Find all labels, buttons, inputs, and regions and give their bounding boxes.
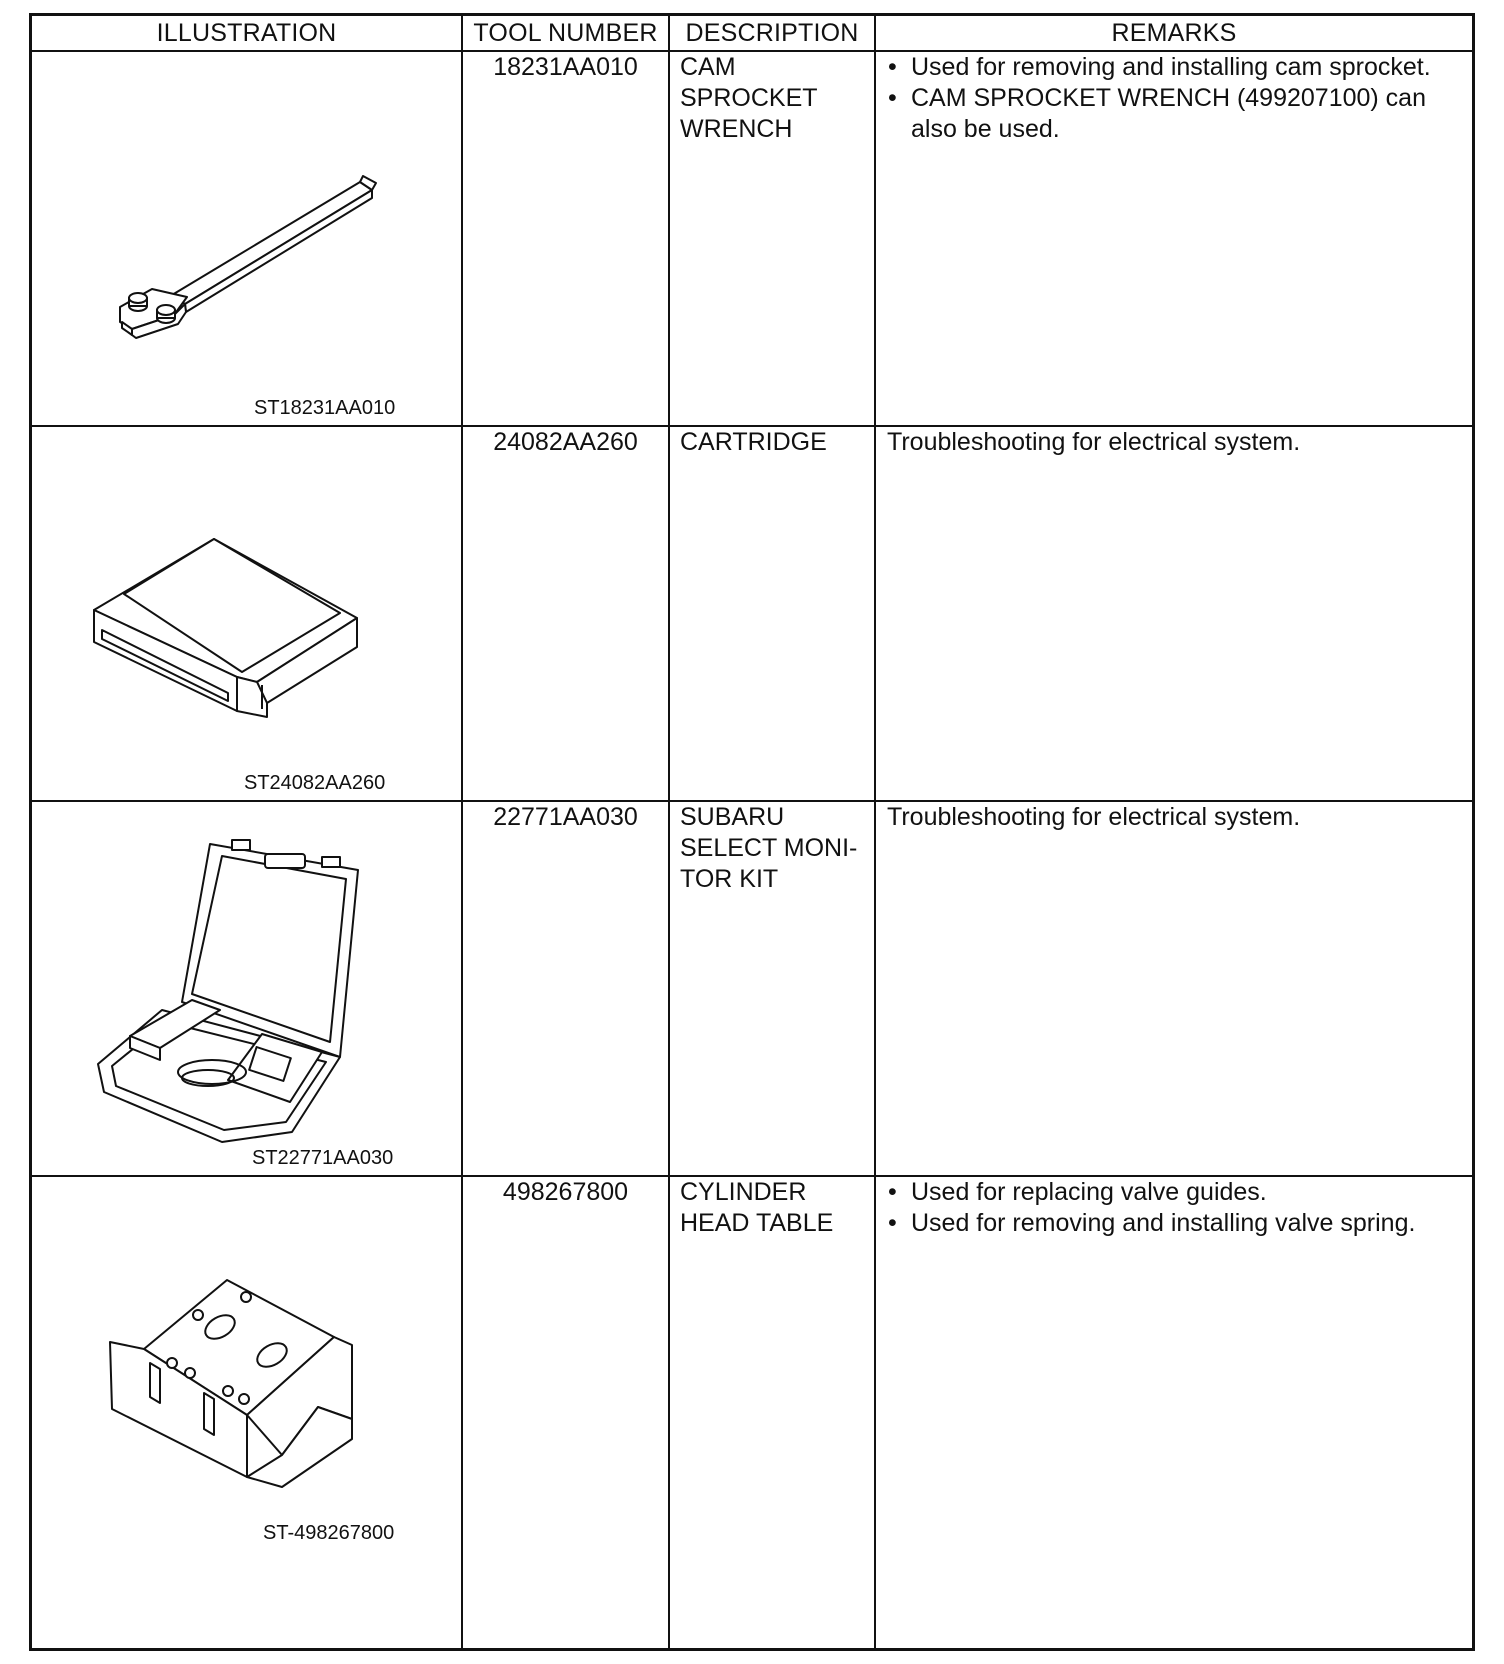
remark-item: • CAM SPROCKET WRENCH (499207100) can also be used. [887,83,1467,145]
table-row-illustration [32,52,461,425]
tool-number: 24082AA260 [493,428,638,456]
remarks-cell [887,1177,1467,1239]
tool-number: 18231AA010 [493,53,638,81]
remark-item: • Used for replacing valve guides. [887,1177,1467,1208]
remarks-cell [887,802,1467,833]
cam-sprocket-wrench-icon [32,52,461,425]
tool-number: 498267800 [502,1178,629,1206]
remark-text: Troubleshooting for electrical system. [887,803,1301,831]
table-row-illustration [32,1177,461,1550]
column-divider [668,16,670,1648]
column-divider [874,16,876,1648]
illustration-caption: ST-498267800 [263,1522,395,1544]
tool-description: SUBARU SELECT MONI- TOR KIT [680,803,858,893]
table-row-illustration [32,802,461,1175]
illustration-caption: ST18231AA010 [254,397,396,419]
header-description: DESCRIPTION [685,19,859,47]
tool-number: 22771AA030 [493,803,638,831]
remarks-list [887,52,1467,145]
select-monitor-kit-case-icon [32,802,461,1175]
illustration-caption: ST22771AA030 [252,1147,394,1169]
tool-description: CYLINDER HEAD TABLE [680,1178,834,1237]
remark-item: • Used for removing and installing valve spring. [887,1208,1467,1239]
remark-text: Troubleshooting for electrical system. [887,428,1301,456]
header-remarks: REMARKS [1111,19,1237,47]
remark-item: • Used for removing and installing cam sprocket. [887,52,1467,83]
illustration-caption: ST24082AA260 [244,772,386,794]
header-illustration: ILLUSTRATION [156,19,337,47]
remarks-cell [887,52,1467,145]
cartridge-icon [32,427,461,800]
tool-description: CAM SPROCKET WRENCH [680,53,818,143]
cylinder-head-table-icon [32,1177,461,1550]
remarks-cell [887,427,1467,458]
tool-description: CARTRIDGE [680,428,827,456]
special-tools-table [29,13,1475,1651]
table-row-illustration [32,427,461,800]
header-tool-number: TOOL NUMBER [473,19,658,47]
remarks-list [887,1177,1467,1239]
